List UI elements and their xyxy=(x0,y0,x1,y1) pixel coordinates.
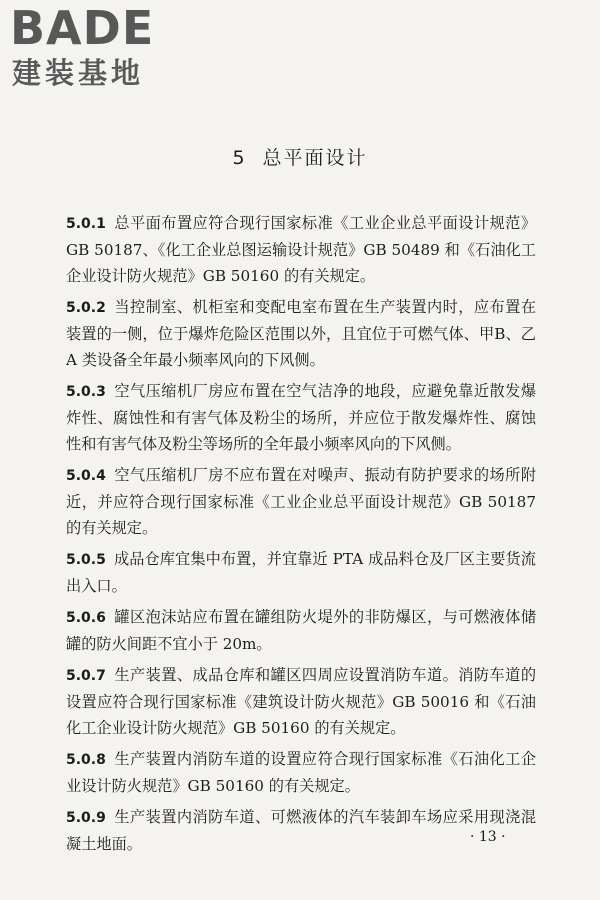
section-number: 5 xyxy=(232,147,247,169)
clause-5-0-4 xyxy=(66,462,536,541)
clause-number: 5.0.2 xyxy=(66,300,106,316)
clause-number: 5.0.7 xyxy=(66,668,106,684)
logo-subtitle: 建装基地 xyxy=(12,56,145,90)
clause-number: 5.0.5 xyxy=(66,552,106,568)
clause-5-0-8 xyxy=(66,746,536,799)
bade-logo xyxy=(10,1,180,90)
clause-5-0-2 xyxy=(66,294,536,373)
clause-5-0-3 xyxy=(66,378,536,457)
clause-5-0-7 xyxy=(66,662,536,741)
clause-text: 空气压缩机厂房不应布置在对噪声、振动有防护要求的场所附近，并应符合现行国家标准《工业企业总平面设计规范》GB 50187 的有关规定。 xyxy=(66,466,536,537)
clause-5-0-9 xyxy=(66,804,536,857)
clause-text: 罐区泡沫站应布置在罐组防火堤外的非防爆区，与可燃液体储罐的防火间距不宜小于 20m。 xyxy=(66,608,536,653)
clause-number: 5.0.9 xyxy=(66,810,106,826)
clause-text: 生产装置、成品仓库和罐区四周应设置消防车道。消防车道的设置应符合现行国家标准《建筑设计防火规范》GB 50016 和《石油化工企业设计防火规范》GB 50160 的有关规定。 xyxy=(66,666,536,737)
section-title: 总平面设计 xyxy=(262,147,368,169)
clause-5-0-1 xyxy=(66,210,536,289)
clause-number: 5.0.6 xyxy=(66,610,106,626)
clause-5-0-6 xyxy=(66,604,536,657)
clause-text: 空气压缩机厂房应布置在空气洁净的地段，应避免靠近散发爆炸性、腐蚀性和有害气体及粉尘的场所，并应位于散发爆炸性、腐蚀性和有害气体及粉尘等场所的全年最小频率风向的下风侧。 xyxy=(66,382,536,453)
clause-number: 5.0.4 xyxy=(66,468,106,484)
clause-text: 生产装置内消防车道的设置应符合现行国家标准《石油化工企业设计防火规范》GB 50160 的有关规定。 xyxy=(66,750,536,795)
clause-number: 5.0.3 xyxy=(66,384,106,400)
clause-5-0-5 xyxy=(66,546,536,599)
clause-list xyxy=(66,210,536,862)
clause-text: 当控制室、机柜室和变配电室布置在生产装置内时，应布置在装置的一侧，位于爆炸危险区范围以外，且宜位于可燃气体、甲B、乙A 类设备全年最小频率风向的下风侧。 xyxy=(66,298,536,369)
clause-text: 成品仓库宜集中布置，并宜靠近 PTA 成品料仓及厂区主要货流出入口。 xyxy=(66,550,536,595)
clause-text: 生产装置内消防车道、可燃液体的汽车装卸车场应采用现浇混凝土地面。 xyxy=(66,808,536,853)
clause-text: 总平面布置应符合现行国家标准《工业企业总平面设计规范》GB 50187、《化工企业总图运输设计规范》GB 50489 和《石油化工企业设计防火规范》GB 50160 的有关规定。 xyxy=(66,214,536,285)
section-heading xyxy=(0,143,600,170)
clause-number: 5.0.8 xyxy=(66,752,106,768)
clause-number: 5.0.1 xyxy=(66,216,106,232)
logo-word: BADE xyxy=(10,1,155,55)
page-number: · 13 · xyxy=(470,829,506,845)
